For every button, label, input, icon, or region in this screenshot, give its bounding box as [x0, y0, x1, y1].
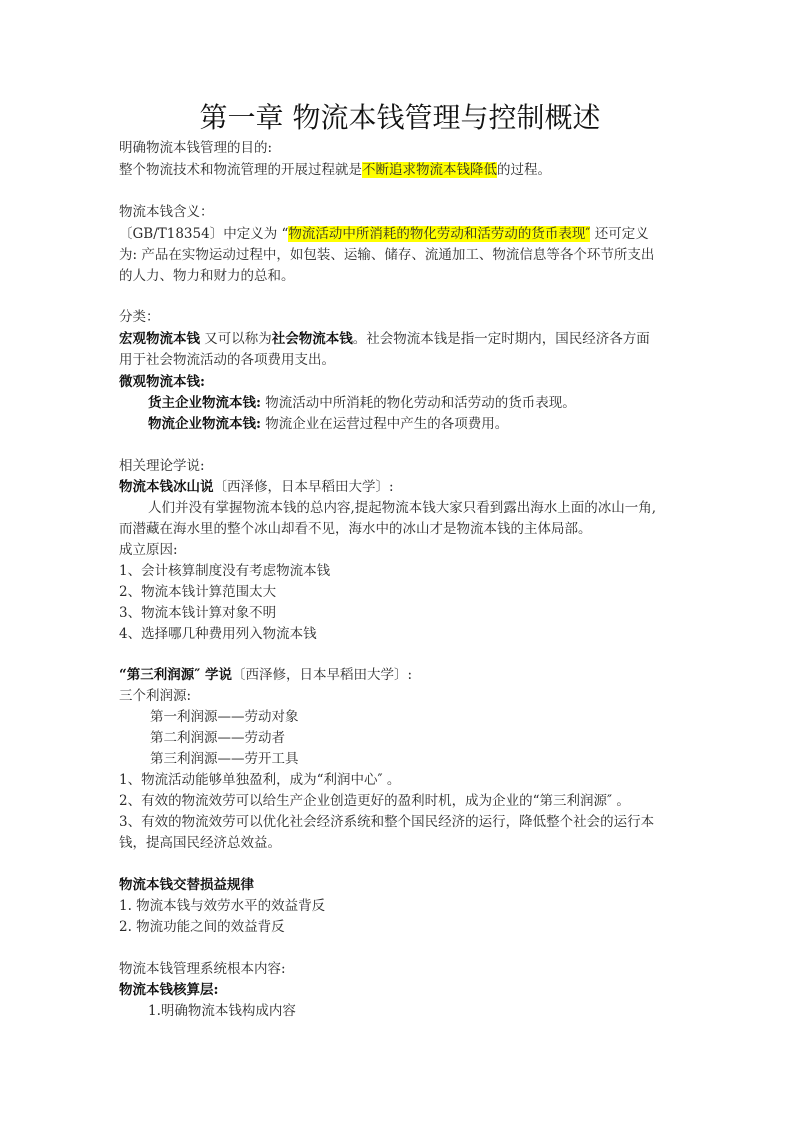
tradeoff-heading: 物流本钱交替损益规律 [119, 877, 254, 893]
profit-point: 3、有效的物流效劳可以优化社会经济系统和整个国民经济的运行，降低整个社会的运行本 [119, 814, 655, 830]
third-profit-source: 〔西泽修，日本早稻田大学〕: [232, 667, 413, 683]
iceberg-source: 〔西泽修，日本早稻田大学〕: [213, 479, 394, 495]
third-profit-line [119, 665, 412, 685]
iceberg-desc-2: 而潜藏在海水里的整个冰山却看不见，海水中的冰山才是物流本钱的主体局部。 [119, 521, 592, 537]
purpose-heading: 明确物流本钱管理的目的: [119, 140, 273, 156]
meaning-line-3: 的人力、物力和财力的总和。 [119, 268, 295, 284]
meaning-line-1 [119, 224, 649, 244]
iceberg-line [119, 477, 394, 497]
meaning-text-b: 还可定义 [590, 226, 649, 242]
purpose-text-b: 的过程。 [497, 162, 551, 178]
cause-item: 3、物流本钱计算对象不明 [119, 605, 277, 621]
iceberg-desc-1: 人们并没有掌握物流本钱的总内容,提起物流本钱大家只看到露出海水上面的冰山一角, [148, 500, 657, 516]
macro-text-2: 。社会物流本钱是指一定时期内，国民经济各方面 [352, 331, 650, 347]
profit-point: 2、有效的物流效劳可以给生产企业创造更好的盈利时机，成为企业的“第三利润源″ 。 [119, 793, 630, 809]
tradeoff-item: 2. 物流功能之间的效益背反 [119, 919, 285, 935]
macro-term: 宏观物流本钱 [119, 331, 200, 347]
causes-heading: 成立原因: [119, 542, 178, 558]
purpose-highlight: 不断追求物流本钱降低 [362, 162, 497, 178]
tradeoff-item: 1. 物流本钱与效劳水平的效益背反 [119, 898, 326, 914]
chapter-title: 第一章 物流本钱管理与控制概述 [199, 101, 601, 134]
purpose-text-a: 整个物流技术和物流管理的开展过程就是 [119, 162, 362, 178]
logistics-cost-text: 物流企业在运营过程中产生的各项费用。 [260, 416, 509, 432]
owner-cost-line [148, 393, 576, 413]
owner-cost-term: 货主企业物流本钱: [148, 395, 261, 411]
macro-line-1 [119, 329, 650, 349]
profit-sources-heading: 三个利润源: [119, 688, 192, 704]
profit-source-item: 第三利润源——劳开工具 [150, 751, 299, 767]
purpose-line [119, 160, 551, 180]
owner-cost-text: 物流活动中所消耗的物化劳动和活劳动的货币表现。 [260, 395, 576, 411]
accounting-layer: 物流本钱核算层: [119, 982, 219, 998]
meaning-text-a: 〔GB/T18354〕中定义为 “ [119, 226, 289, 242]
third-profit-term: “第三利润源″ 学说 [119, 667, 232, 683]
cause-item: 2、物流本钱计算范围太大 [119, 584, 277, 600]
meaning-highlight: 物流活动中所消耗的物化劳动和活劳动的货币表现″ [288, 226, 591, 242]
micro-heading: 微观物流本钱: [119, 374, 205, 390]
social-term: 社会物流本钱 [271, 331, 353, 347]
meaning-line-2: 为: 产品在实物运动过程中，如包装、运输、储存、流通加工、物流信息等各个环节所支出 [119, 247, 655, 263]
classification-heading: 分类： [119, 309, 160, 325]
theories-heading: 相关理论学说: [119, 458, 205, 474]
system-item: 1.明确物流本钱构成内容 [148, 1003, 296, 1019]
system-heading: 物流本钱管理系统根本内容: [119, 961, 286, 977]
profit-source-item: 第一利润源——劳动对象 [150, 709, 299, 725]
iceberg-term: 物流本钱冰山说 [119, 479, 214, 495]
profit-point: 钱，提高国民经济总效益。 [119, 835, 281, 851]
meaning-heading: 物流本钱含义： [119, 204, 214, 220]
cause-item: 4、选择哪几种费用列入物流本钱 [119, 626, 317, 642]
profit-source-item: 第二利润源——劳动者 [150, 730, 285, 746]
logistics-cost-line [148, 414, 508, 434]
macro-text-1: 又可以称为 [200, 331, 272, 347]
macro-line-2: 用于社会物流活动的各项费用支出。 [119, 352, 335, 368]
cause-item: 1、会计核算制度没有考虑物流本钱 [119, 563, 331, 579]
logistics-cost-term: 物流企业物流本钱: [148, 416, 261, 432]
profit-point: 1、物流活动能够单独盈利，成为“利润中心″ 。 [119, 772, 401, 788]
